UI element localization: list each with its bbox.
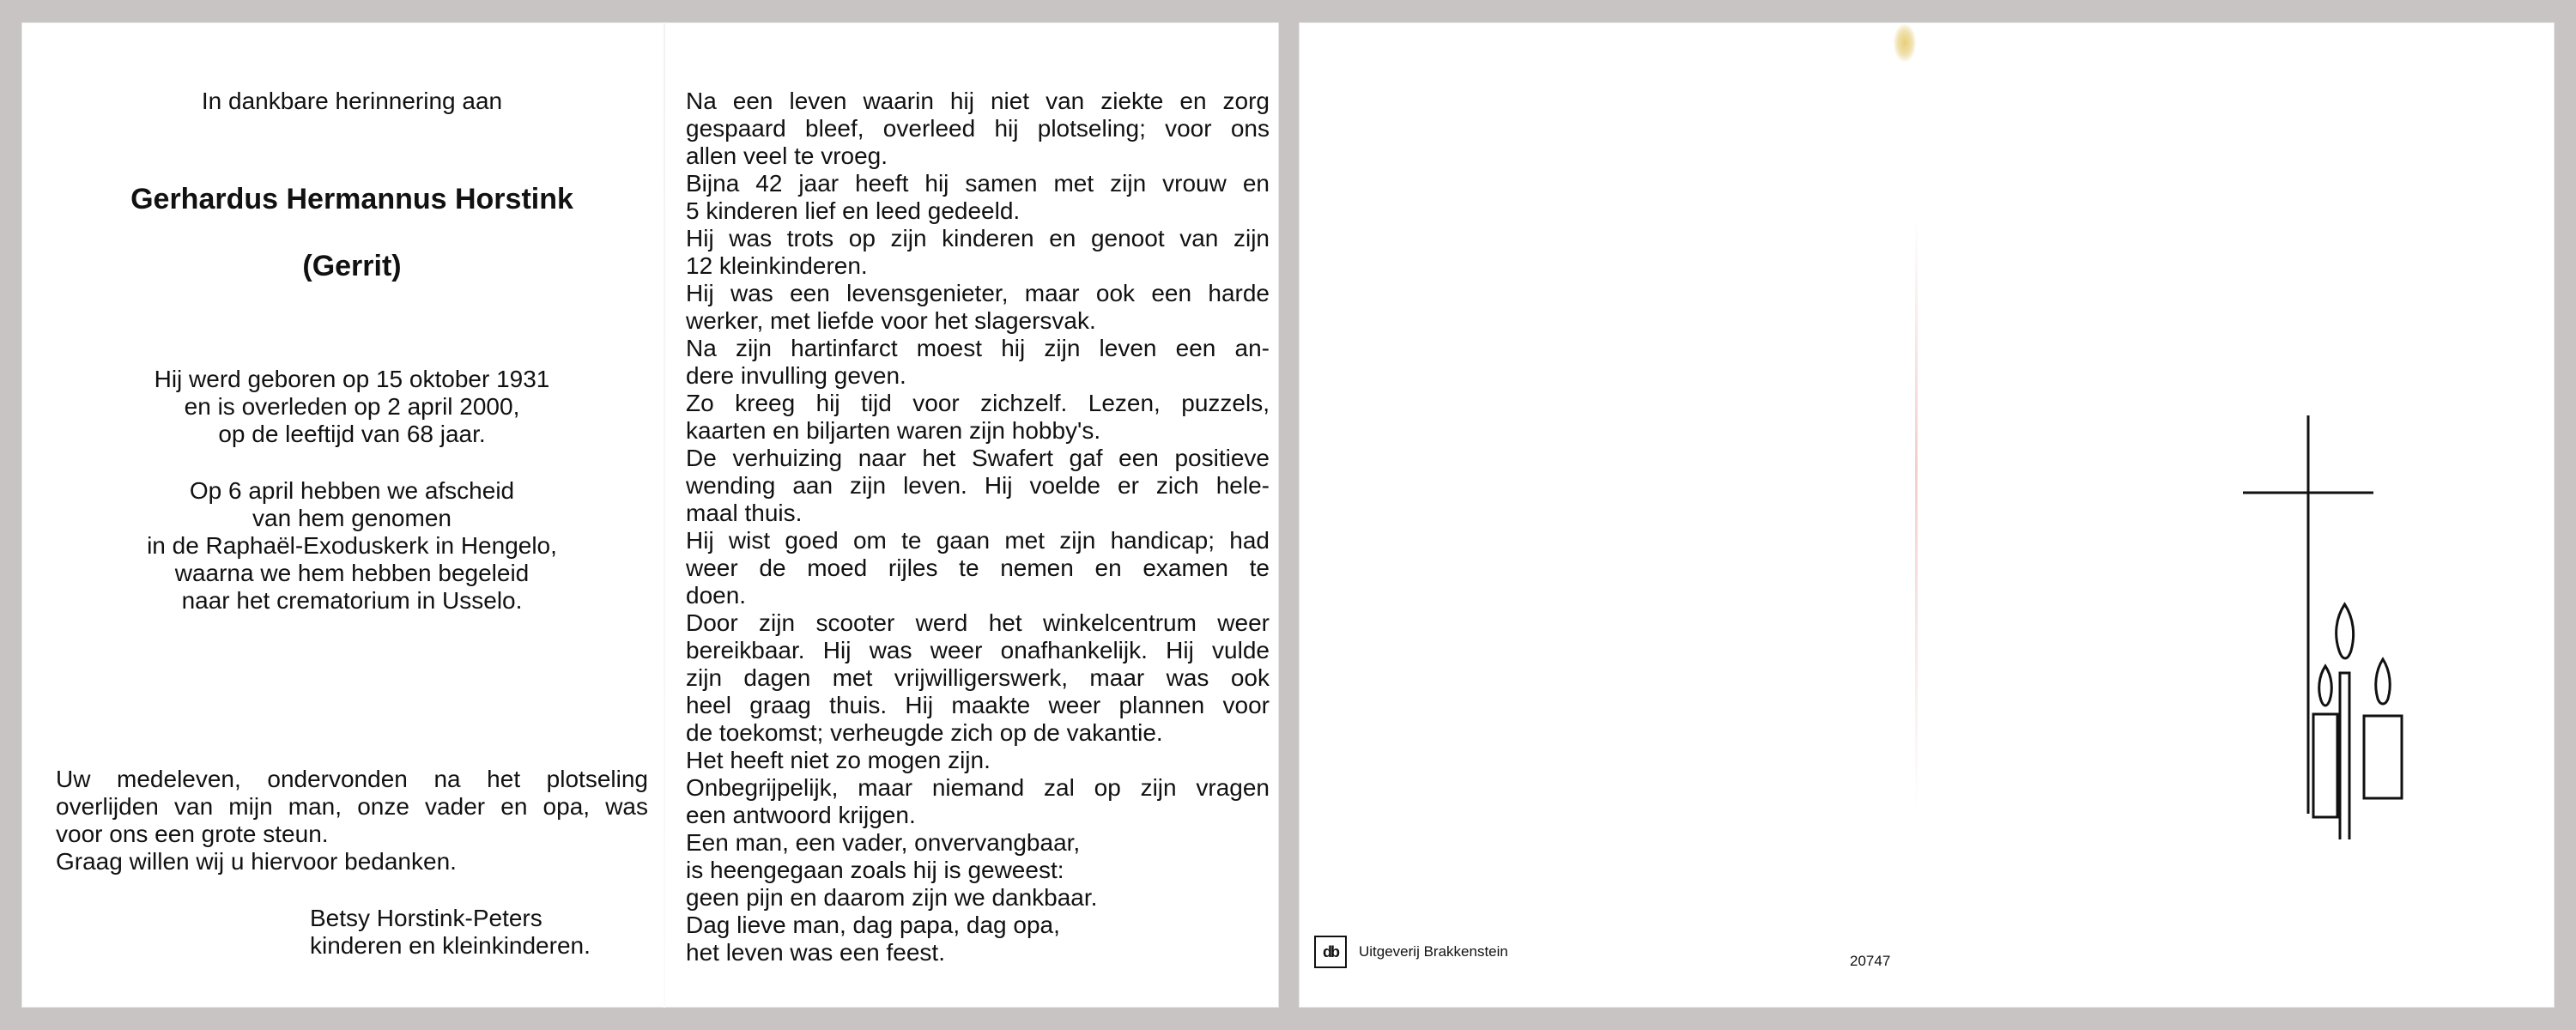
- fold-crease: [1915, 22, 1918, 1008]
- stain-mark: [1894, 24, 1916, 62]
- farewell-line: van hem genomen: [252, 505, 452, 531]
- card-right-spread: [1299, 22, 2555, 1008]
- center-candle: [2340, 673, 2349, 839]
- memorial-line: Onbegrijpelijk, maar niemand zal op zijn vragen: [686, 774, 1270, 801]
- memorial-line: Na een leven waarin hij niet van ziekte en zorg: [686, 88, 1270, 114]
- publisher-name: Uitgeverij Brakkenstein: [1359, 943, 1508, 960]
- left-candle: [2313, 714, 2337, 817]
- center-flame-icon: [2337, 604, 2354, 658]
- publisher-logo: db: [1314, 936, 1347, 968]
- deceased-nickname: (Gerrit): [302, 250, 402, 282]
- memorial-line: geen pijn en daarom zijn we dankbaar.: [686, 884, 1098, 911]
- memorial-line: Na zijn hartinfarct moest hij zijn leven een an-: [686, 335, 1270, 361]
- memorial-line: allen veel te vroeg.: [686, 142, 888, 169]
- intro-text: In dankbare herinnering aan: [201, 88, 503, 114]
- memorial-line: gespaard bleef, overleed hij plotseling; voor ons: [686, 115, 1270, 142]
- cross-with-candles-icon: [2229, 393, 2427, 839]
- publisher-mark: [1314, 936, 1508, 968]
- thanks-line: overlijden van mijn man, onze vader en opa, was: [56, 793, 648, 820]
- memorial-line: heel graag thuis. Hij maakte weer plannen voor: [686, 692, 1270, 718]
- thanks-line: Graag willen wij u hiervoor bedanken.: [56, 848, 457, 875]
- signature-line: kinderen en kleinkinderen.: [310, 932, 591, 959]
- memorial-line: doen.: [686, 582, 747, 609]
- memorial-line: Bijna 42 jaar heeft hij samen met zijn vrouw en: [686, 170, 1270, 197]
- memorial-line: zijn dagen met vrijwilligerswerk, maar was ook: [686, 664, 1270, 691]
- memorial-line: maal thuis.: [686, 500, 803, 526]
- memorial-text: [686, 88, 1270, 966]
- card-left-spread: [21, 22, 1279, 1008]
- memorial-line: weer de moed rijles te nemen en examen te: [686, 554, 1270, 581]
- memorial-line: werker, met liefde voor het slagersvak.: [686, 307, 1096, 334]
- memorial-line: Door zijn scooter werd het winkelcentrum weer: [686, 609, 1270, 636]
- signature: [310, 905, 591, 960]
- memorial-line: Zo kreeg hij tijd voor zichzelf. Lezen, puzzels,: [686, 390, 1270, 416]
- memorial-line: 5 kinderen lief en leed gedeeld.: [686, 197, 1021, 224]
- right-candle: [2364, 716, 2402, 798]
- memorial-line: het leven was een feest.: [686, 939, 945, 966]
- memorial-line: dere invulling geven.: [686, 362, 906, 389]
- thanks-message: [56, 766, 648, 876]
- memorial-line: de toekomst; verheugde zich op de vakantie.: [686, 719, 1163, 746]
- memorial-line: De verhuizing naar het Swafert gaf een positieve: [686, 445, 1270, 471]
- right-flame-icon: [2376, 659, 2390, 704]
- memorial-line: kaarten en biljarten waren zijn hobby's.: [686, 417, 1101, 444]
- thanks-line: Uw medeleven, ondervonden na het plotseling: [56, 766, 648, 792]
- farewell-line: waarna we hem hebben begeleid: [174, 560, 530, 586]
- birth-line: Hij werd geboren op 15 oktober 1931: [154, 366, 550, 392]
- farewell-line: Op 6 april hebben we afscheid: [189, 477, 515, 504]
- thanks-line: voor ons een grote steun.: [56, 821, 329, 847]
- farewell-line: naar het crematorium in Usselo.: [181, 587, 523, 614]
- farewell-details: [21, 477, 682, 615]
- birth-line: en is overleden op 2 april 2000,: [184, 393, 520, 420]
- signature-line: Betsy Horstink-Peters: [310, 905, 542, 931]
- memorial-line: Dag lieve man, dag papa, dag opa,: [686, 912, 1060, 938]
- memorial-line: bereikbaar. Hij was weer onafhankelijk. Hij vulde: [686, 637, 1270, 663]
- birth-death-details: [21, 366, 682, 448]
- memorial-line: Hij wist goed om te gaan met zijn handicap; had: [686, 527, 1270, 554]
- birth-line: op de leeftijd van 68 jaar.: [218, 421, 486, 447]
- memorial-line: 12 kleinkinderen.: [686, 252, 868, 279]
- farewell-line: in de Raphaël-Exoduskerk in Hengelo,: [147, 532, 557, 559]
- memorial-line: Een man, een vader, onvervangbaar,: [686, 829, 1081, 856]
- memorial-line: Hij was trots op zijn kinderen en genoot van zijn: [686, 225, 1270, 251]
- memorial-line: is heengegaan zoals hij is geweest:: [686, 857, 1064, 883]
- deceased-name: Gerhardus Hermannus Horstink: [130, 183, 573, 215]
- memorial-line: een antwoord krijgen.: [686, 802, 916, 828]
- memorial-line: wending aan zijn leven. Hij voelde er zich hele-: [686, 472, 1270, 499]
- memorial-line: Hij was een levensgenieter, maar ook een harde: [686, 280, 1270, 306]
- left-flame-icon: [2319, 666, 2332, 706]
- catalog-number: 20747: [1850, 953, 1891, 969]
- memorial-line: Het heeft niet zo mogen zijn.: [686, 747, 991, 773]
